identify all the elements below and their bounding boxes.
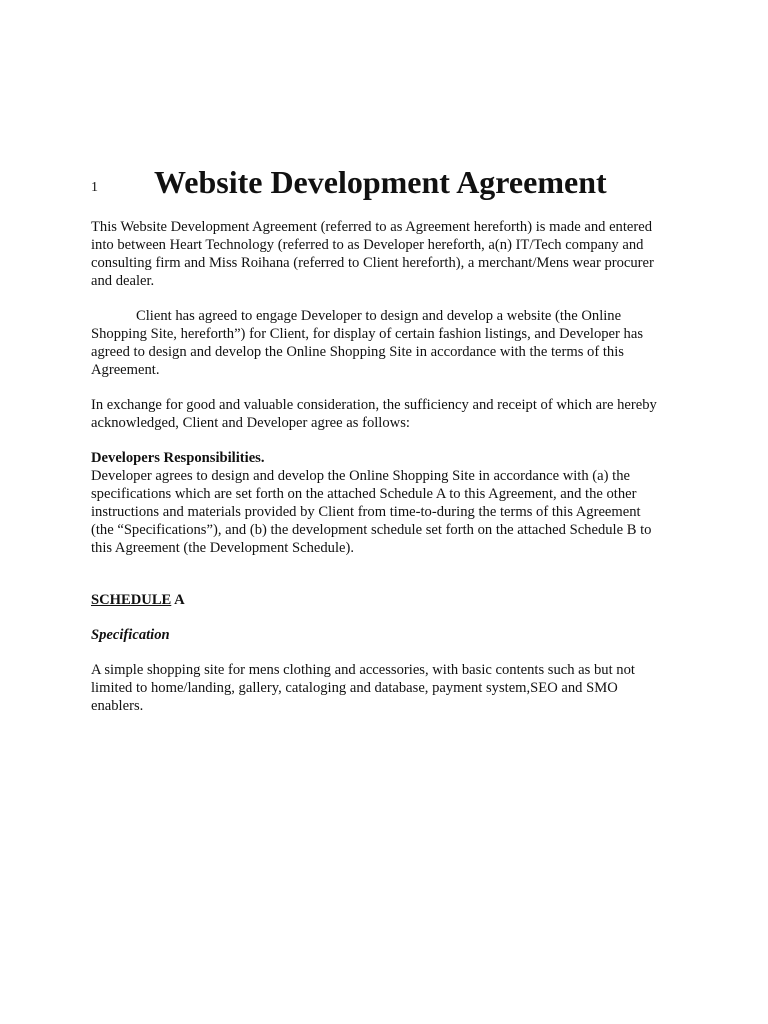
consideration-paragraph (91, 396, 691, 432)
document-header (91, 162, 691, 204)
schedule-letter: A (171, 592, 185, 608)
schedule-heading (91, 591, 691, 609)
responsibilities-line: instructions and materials provided by Client from time-to-during the terms of this Agreement (91, 504, 641, 520)
engagement-line: Shopping Site, hereforth”) for Client, for display of certain fashion listings, and Developer has (91, 326, 643, 342)
intro-paragraph (91, 218, 691, 290)
consideration-line: acknowledged, Client and Developer agree as follows: (91, 415, 410, 431)
intro-line: This Website Development Agreement (referred to as Agreement hereforth) is made and entered (91, 219, 653, 235)
specification-heading (91, 626, 691, 644)
engagement-line: Client has agreed to engage Developer to design and develop a website (the Online (136, 308, 622, 324)
document-title: Website Development Agreement (154, 164, 607, 200)
responsibilities-heading: Developers Responsibilities. (91, 450, 265, 466)
schedule-label: SCHEDULE (91, 592, 172, 608)
engagement-paragraph (91, 307, 691, 379)
consideration-line: In exchange for good and valuable consideration, the sufficiency and receipt of which are hereby (91, 397, 657, 413)
intro-line: and dealer. (91, 273, 155, 289)
intro-line: into between Heart Technology (referred to as Developer hereforth, a(n) IT/Tech company and (91, 237, 644, 253)
responsibilities-line: (the “Specifications”), and (b) the development schedule set forth on the attached Schedule B to (91, 522, 652, 538)
page-number: 1 (91, 180, 98, 195)
responsibilities-section (91, 449, 691, 557)
responsibilities-line: specifications which are set forth on the attached Schedule A to this Agreement, and the other (91, 486, 637, 502)
responsibilities-line: Developer agrees to design and develop the Online Shopping Site in accordance with (a) the (91, 468, 630, 484)
engagement-line: Agreement. (91, 362, 160, 378)
intro-line: consulting firm and Miss Roihana (referred to Client hereforth), a merchant/Mens wear procurer (91, 255, 654, 271)
responsibilities-line: this Agreement (the Development Schedule). (91, 540, 355, 556)
specification-subheading: Specification (91, 627, 170, 643)
specification-line: limited to home/landing, gallery, cataloging and database, payment system,SEO and SMO (91, 680, 618, 696)
specification-line: enablers. (91, 698, 144, 714)
specification-line: A simple shopping site for mens clothing and accessories, with basic contents such as but not (91, 662, 635, 678)
engagement-line: agreed to design and develop the Online Shopping Site in accordance with the terms of this (91, 344, 624, 360)
document-body (91, 218, 691, 715)
specification-paragraph (91, 661, 691, 715)
